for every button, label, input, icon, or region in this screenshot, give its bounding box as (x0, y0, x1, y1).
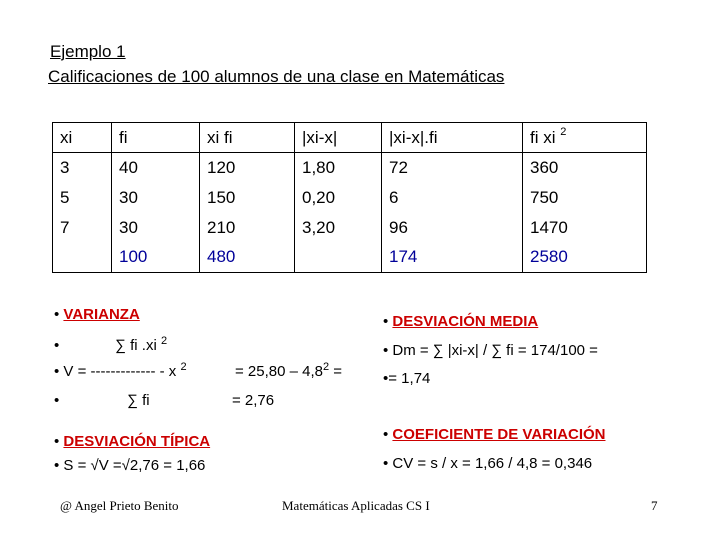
table-total-cell (53, 243, 112, 273)
table-total-cell: 100 (112, 243, 200, 273)
table-cell: 360 (523, 153, 647, 183)
table-row (53, 213, 647, 243)
table-cell: 150 (200, 183, 295, 213)
table-header-cell: fi (112, 123, 200, 153)
table-header-cell: |xi-x|.fi (382, 123, 523, 153)
page-subtitle: Calificaciones de 100 alumnos de una clase en Matemáticas (48, 67, 505, 86)
data-table (52, 122, 647, 273)
page-title: Ejemplo 1 (50, 42, 126, 61)
table-totals-row (53, 243, 647, 273)
desviacion-tipica-formula: • S = √V =√2,76 = 1,66 (54, 457, 206, 474)
varianza-result: = $25,80 - 4,8^2$ = (235, 361, 343, 380)
table-cell: 3 (53, 153, 112, 183)
table-row (53, 183, 647, 213)
table-total-cell: 480 (200, 243, 295, 273)
table-header-cell: xi (53, 123, 112, 153)
desviacion-tipica-heading: • DESVIACIÓN TÍPICA (54, 433, 211, 450)
table-cell: 40 (112, 153, 200, 183)
desviacion-media-formula: • Dm = ∑ |xi-x| / ∑ fi = 174/100 = (383, 342, 598, 359)
varianza-formula-line: • V = ------------- - x $^2$ (54, 361, 187, 380)
page-number: 7 (651, 498, 658, 513)
desviacion-media-heading: • DESVIACIÓN MEDIA (383, 313, 539, 330)
varianza-final-result: = 2,76 (232, 392, 275, 409)
footer-course: Matemáticas Aplicadas CS I (282, 498, 430, 513)
varianza-heading: • VARIANZA (54, 306, 140, 323)
table-cell: 0,20 (295, 183, 382, 213)
table-cell: 120 (200, 153, 295, 183)
table-cell: 30 (112, 183, 200, 213)
table-cell: 3,20 (295, 213, 382, 243)
table-total-cell (295, 243, 382, 273)
coeficiente-variacion-heading: • COEFICIENTE DE VARIACIÓN (383, 426, 606, 443)
table-cell: 96 (382, 213, 523, 243)
footer-author: @ Angel Prieto Benito (60, 498, 179, 513)
table-cell: 1470 (523, 213, 647, 243)
varianza-numerator: • ∑ fi .xi $^2$ (54, 335, 168, 354)
table-cell: 7 (53, 213, 112, 243)
table-cell: 1,80 (295, 153, 382, 183)
desviacion-media-result: •= 1,74 (383, 370, 431, 387)
table-cell: 72 (382, 153, 523, 183)
table-cell: 210 (200, 213, 295, 243)
table-header-cell: fi xi $^2$ (523, 123, 647, 153)
table-header-row (53, 123, 647, 153)
table-cell: 6 (382, 183, 523, 213)
table-cell: 5 (53, 183, 112, 213)
table-row (53, 153, 647, 183)
coeficiente-variacion-formula: • CV = s / x = 1,66 / 4,8 = 0,346 (383, 455, 593, 472)
varianza-denominator: • ∑ fi (54, 392, 150, 409)
table-cell: 30 (112, 213, 200, 243)
table-cell: 750 (523, 183, 647, 213)
table-total-cell: 2580 (523, 243, 647, 273)
table-header-cell: xi fi (200, 123, 295, 153)
table-total-cell: 174 (382, 243, 523, 273)
table-header-cell: |xi-x| (295, 123, 382, 153)
